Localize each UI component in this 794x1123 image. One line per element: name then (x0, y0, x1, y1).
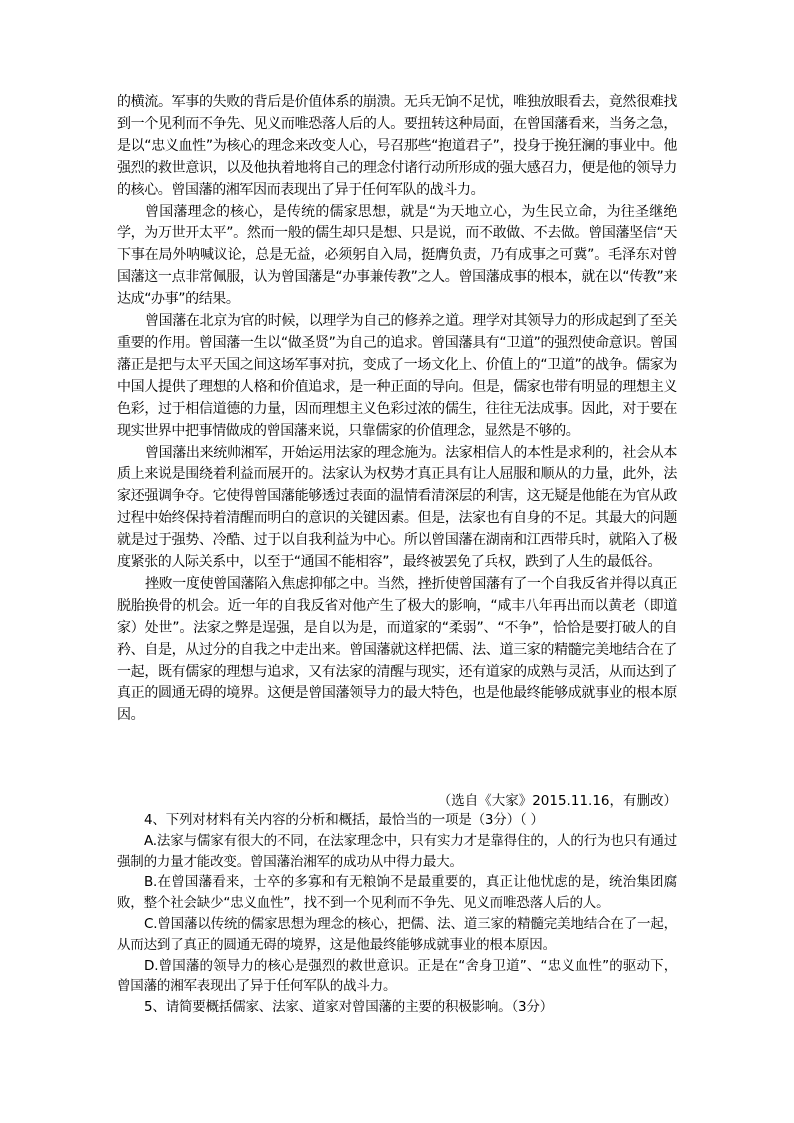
passage-paragraph: 挫败一度使曾国藩陷入焦虑抑郁之中。当然，挫折使曾国藩有了一个自我反省并得以真正脱胎换骨的机会。近一年的自我反省对他产生了极大的影响，“咸丰八年再出而以黄老（即道家）处世”。法家之弊是逞强，是自以为是，而道家的“柔弱”、“不争”，恰恰是要打破人的自矜、自是，从过分的自我之中走出来。曾国藩就这样把儒、法、道三家的精髓完美地结合在了一起，既有儒家的理想与追求，又有法家的清醒与现实，还有道家的成熟与灵活，从而达到了真正的圆通无碍的境界。这便是曾国藩领导力的最大特色，也是他最终能够成就事业的根本原因。 (117, 575, 677, 724)
question-4-option-c: C.曾国藩以传统的儒家思想为理念的核心，把儒、法、道三家的精髓完美地结合在了一起，从而达到了真正的圆通无碍的境界，这是他最终能够成就事业的根本原因。 (117, 915, 677, 953)
source-citation: （选自《大家》2015.11.16，有删改） (437, 793, 677, 809)
passage-paragraph: 曾国藩出来统帅湘军，开始运用法家的理念施为。法家相信人的本性是求利的，社会从本质上来说是围绕着利益而展开的。法家认为权势才真正具有让人屈服和顺从的力量，此外，法家还强调争夺。它使得曾国藩能够透过表面的温情看清深层的利害，这无疑是他能在为官从政过程中始终保持着清醒而明白的意识的关键因素。但是，法家也有自身的不足。其最大的问题就是过于强势、冷酷、过于以自我利益为中心。所以曾国藩在湖南和江西带兵时，就陷入了极度紧张的人际关系中，以至于“通国不能相容”，最终被罢免了兵权，跌到了人生的最低谷。 (117, 444, 677, 571)
passage-paragraph: 曾国藩在北京为官的时候，以理学为自己的修养之道。理学对其领导力的形成起到了至关重要的作用。曾国藩一生以“做圣贤”为自己的追求。曾国藩具有“卫道”的强烈使命意识。曾国藩正是把与太平天国之间这场军事对抗，变成了一场文化上、价值上的“卫道”的战争。儒家为中国人提供了理想的人格和价值追求，是一种正面的导向。但是，儒家也带有明显的理想主义色彩，过于相信道德的力量，因而理想主义色彩过浓的儒生，往往无法成事。因此，对于要在现实世界中把事情做成的曾国藩来说，只靠儒家的价值理念，显然是不够的。 (117, 313, 677, 439)
passage-paragraph: 的横流。军事的失败的背后是价值体系的崩溃。无兵无饷不足忧，唯独放眼看去，竟然很难找到一个见利而不争先、见义而唯恐落人后的人。要扭转这种局面，在曾国藩看来，当务之急，是以“忠义血性”为核心的理念来改变人心，号召那些“抱道君子”，投身于挽狂澜的事业中。他强烈的救世意识，以及他执着地将自己的理念付诸行动所形成的强大感召力，便是他的领导力的核心。曾国藩的湘军因而表现出了异于任何军队的战斗力。 (117, 94, 677, 198)
question-4-option-a: A.法家与儒家有很大的不同，在法家理念中，只有实力才是靠得住的，人的行为也只有通过强制的力量才能改变。曾国藩治湘军的成功从中得力最大。 (117, 832, 677, 870)
question-4-option-b: B.在曾国藩看来，士卒的多寡和有无粮饷不是最重要的，真正让他忧虑的是，统治集团腐败，整个社会缺少“忠义血性”，找不到一个见利而不争先、见义而唯恐落人后的人。 (117, 874, 677, 912)
questions-section (117, 810, 677, 1018)
reading-passage (117, 92, 677, 727)
question-5-stem: 5、请简要概括儒家、法家、道家对曾国藩的主要的积极影响。（3分） (144, 999, 554, 1016)
passage-paragraph: 曾国藩理念的核心，是传统的儒家思想，就是“为天地立心，为生民立命，为往圣继绝学，为万世开太平”。然而一般的儒生却只是想、只是说，而不敢做、不去做。曾国藩坚信“天下事在局外呐喊议论，总是无益，必须躬自入局，挺膺负责，乃有成事之可冀”。毛泽东对曾国藩这一点非常佩服，认为曾国藩是“办事兼传教”之人。曾国藩成事的根本，就在以“传教”来达成“办事”的结果。 (117, 203, 677, 308)
question-4-stem: 4、下列对材料有关内容的分析和概括，最恰当的一项是（3分）（ ） (144, 812, 544, 828)
question-4-option-d: D.曾国藩的领导力的核心是强烈的救世意识。正是在“舍身卫道”、“忠义血性”的驱动下，曾国藩的湘军表现出了异于任何军队的战斗力。 (117, 957, 677, 995)
